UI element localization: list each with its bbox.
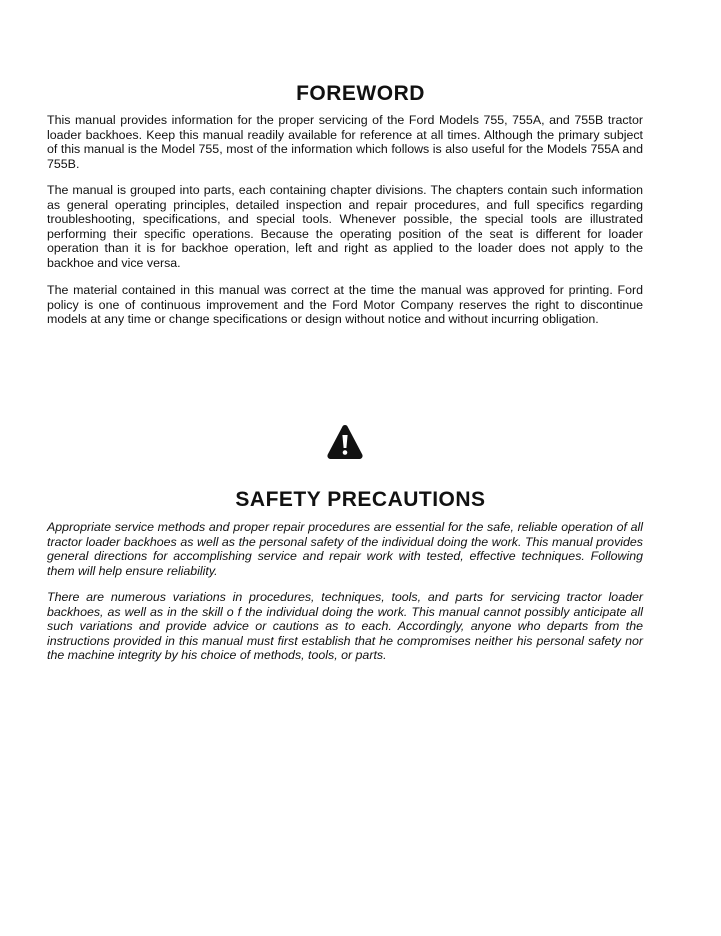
- foreword-paragraph-2: The manual is grouped into parts, each containing chapter divisions. The chapters contain such information as general operating principles, detailed inspection and repair procedures, and full specifics regarding troubleshooting, specifications, and special tools. Whenever possible, the special tools are illustrated performing their specific operations. Because the operating position of the seat is different for loader operation than it is for backhoe operation, left and right as applied to the loader does not apply to the backhoe and vice versa.: [47, 183, 643, 270]
- foreword-paragraph-1: This manual provides information for the proper servicing of the Ford Models 755, 755A, and 755B tractor loader backhoes. Keep this manual readily available for reference at all times. Although the primary subject of this manual is the Model 755, most of the information which follows is also useful for the Models 755A and 755B.: [47, 113, 643, 171]
- warning-triangle-icon: [326, 423, 364, 461]
- foreword-title: FOREWORD: [296, 82, 425, 105]
- foreword-paragraph-3: The material contained in this manual was correct at the time the manual was approved for printing. Ford policy is one of continuous improvement and the Ford Motor Company reserves the right to discontinue models at any time or change specifications or design without notice and without incurring obligation.: [47, 283, 643, 327]
- safety-paragraph-2: There are numerous variations in procedures, techniques, tools, and parts for servicing tractor loader backhoes, as well as in the skill o f the individual doing the work. This manual cannot possibly anticipate all such variations and provide advice or cautions as to each. Accordingly, anyone who departs from the instructions provided in this manual must first establish that he compromises neither his personal safety nor the machine integrity by his choice of methods, tools, or parts.: [47, 590, 643, 663]
- safety-title: SAFETY PRECAUTIONS: [235, 488, 486, 511]
- safety-paragraph-1: Appropriate service methods and proper repair procedures are essential for the safe, reliable operation of all tractor loader backhoes as well as the personal safety of the individual doing the work. This manual provides general directions for accomplishing service and repair work with tested, effective techniques. Following them will help ensure reliability.: [47, 520, 643, 578]
